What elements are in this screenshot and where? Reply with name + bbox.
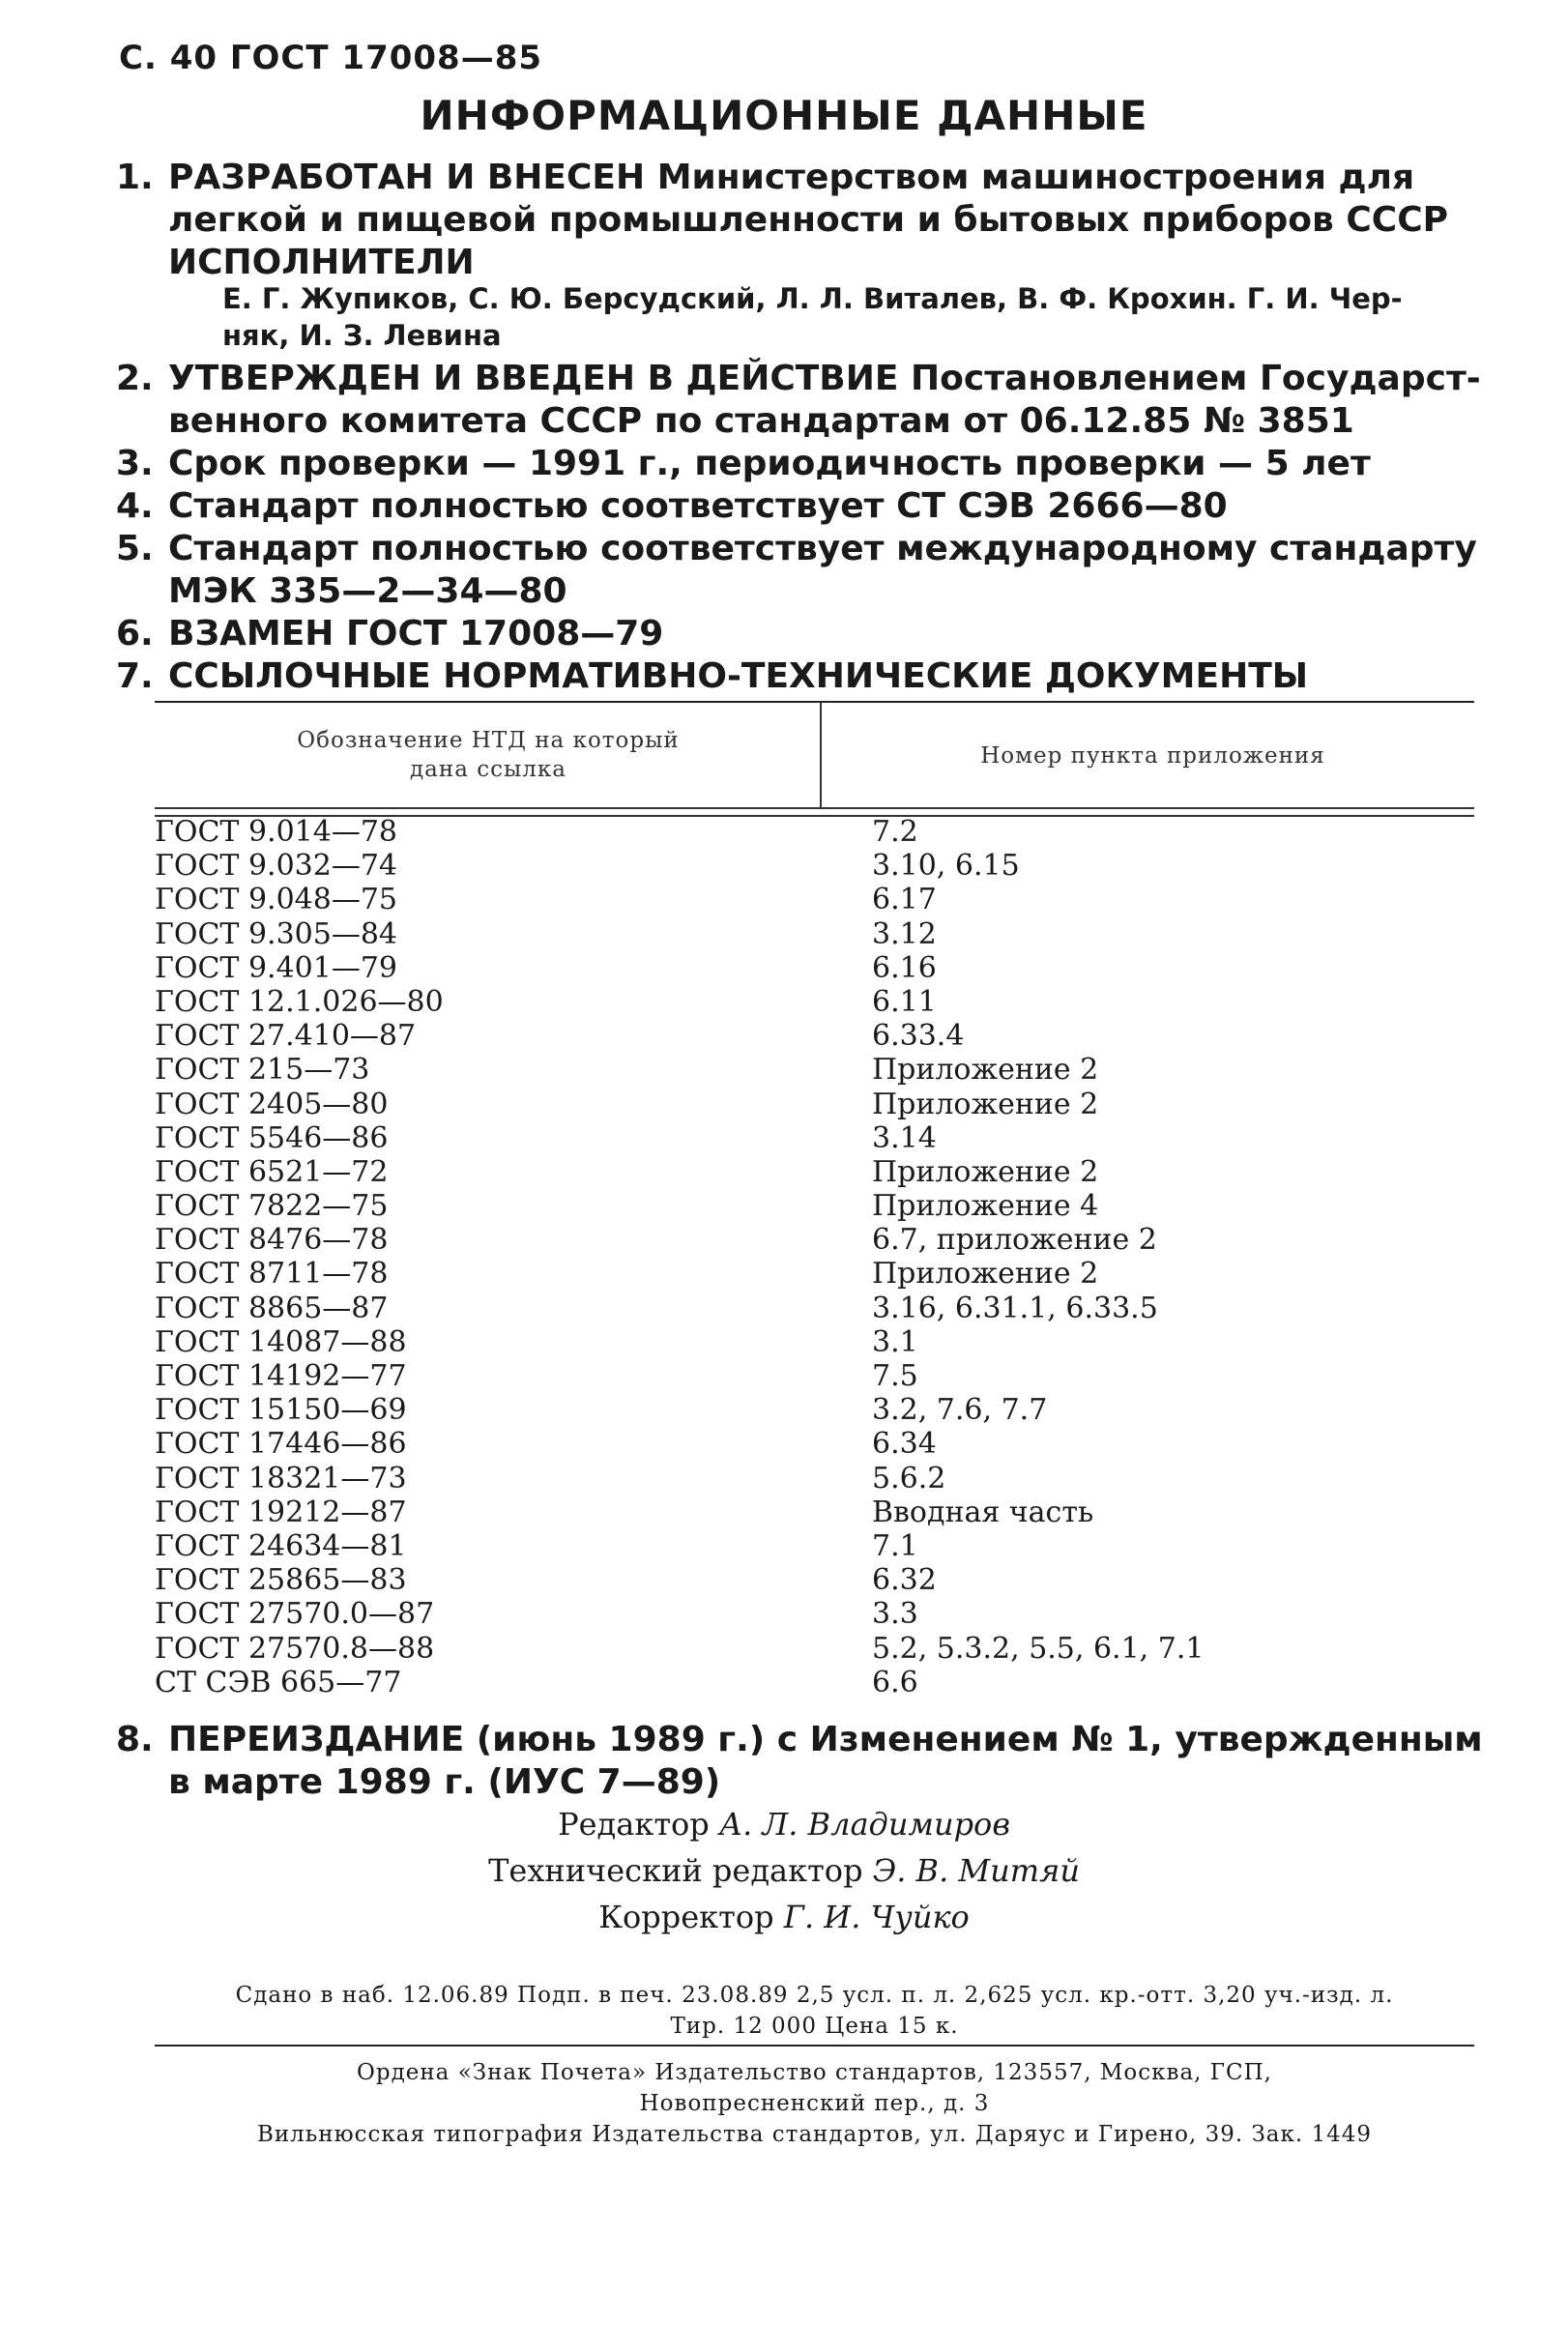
item-line: легкой и пищевой промышленности и бытовых приборов СССР	[168, 200, 1449, 240]
publisher-line: Вильнюсская типография Издательства стандартов, ул. Даряус и Гирено, 39. Зак. 1449	[256, 2122, 1373, 2147]
item-line: ССЫЛОЧНЫЕ НОРМАТИВНО-ТЕХНИЧЕСКИЕ ДОКУМЕНТЫ	[168, 656, 1309, 696]
table-row	[155, 1257, 1474, 1291]
cell-designation: ГОСТ 9.048—75	[155, 883, 398, 917]
table-row	[155, 1597, 1474, 1631]
table-row	[155, 1053, 1474, 1087]
table-row	[155, 1393, 1474, 1427]
cell-clause: Вводная часть	[872, 1495, 1094, 1529]
table-column-divider	[820, 703, 822, 807]
cell-clause: 6.17	[872, 883, 937, 917]
item-line: УТВЕРЖДЕН И ВВЕДЕН В ДЕЙСТВИЕ Постановлением Государст-	[168, 359, 1481, 398]
executors-line: Е. Г. Жупиков, С. Ю. Берсудский, Л. Л. Виталев, В. Ф. Крохин. Г. И. Чер-	[222, 282, 1403, 315]
cell-clause: 3.16, 6.31.1, 6.33.5	[872, 1291, 1158, 1325]
cell-designation: ГОСТ 25865—83	[155, 1563, 407, 1598]
cell-designation: ГОСТ 8711—78	[155, 1257, 389, 1292]
imprint-rule	[155, 2045, 1474, 2047]
item-line: венного комитета СССР по стандартам от 06.12.85 № 3851	[168, 401, 1354, 441]
table-row	[155, 1019, 1474, 1053]
reference-table	[155, 703, 1474, 1699]
table-row	[155, 1563, 1474, 1597]
item-number: 6.	[116, 614, 154, 653]
cell-clause: Приложение 2	[872, 1154, 1099, 1189]
credit-role: Корректор	[598, 1899, 774, 1935]
cell-clause: 7.2	[872, 815, 918, 849]
print-line: Сдано в наб. 12.06.89 Подп. в печ. 23.08.89 2,5 усл. п. л. 2,625 усл. кр.-отт. 3,20 уч.-изд. л.	[235, 1983, 1394, 2008]
cell-designation: ГОСТ 215—73	[155, 1053, 370, 1088]
table-row	[155, 815, 1474, 849]
credit-name: А. Л. Владимиров	[718, 1806, 1010, 1843]
table-row	[155, 883, 1474, 916]
table-row	[155, 1189, 1474, 1223]
cell-clause: Приложение 4	[872, 1189, 1099, 1224]
executors-line: няк, И. З. Левина	[222, 319, 502, 352]
table-row	[155, 1223, 1474, 1257]
credit-name: Э. В. Митяй	[872, 1852, 1080, 1889]
item-line: ВЗАМЕН ГОСТ 17008—79	[168, 614, 664, 653]
cell-clause: 5.6.2	[872, 1461, 946, 1495]
cell-designation: ГОСТ 6521—72	[155, 1154, 389, 1189]
cell-clause: 6.34	[872, 1427, 937, 1462]
cell-designation: ГОСТ 8476—78	[155, 1223, 389, 1258]
cell-clause: 6.7, приложение 2	[872, 1223, 1157, 1258]
credit-role: Технический редактор	[488, 1852, 863, 1889]
cell-clause: 3.1	[872, 1324, 918, 1359]
cell-clause: 5.2, 5.3.2, 5.5, 6.1, 7.1	[872, 1631, 1205, 1666]
table-row	[155, 951, 1474, 985]
item-number: 7.	[116, 656, 154, 696]
item-line: Стандарт полностью соответствует СТ СЭВ 2666—80	[168, 486, 1228, 526]
item-line: ПЕРЕИЗДАНИЕ (июнь 1989 г.) с Изменением № 1, утвержденным	[168, 1720, 1483, 1759]
publisher-line: Ордена «Знак Почета» Издательство стандартов, 123557, Москва, ГСП,	[357, 2060, 1272, 2085]
table-row	[155, 1088, 1474, 1121]
item-line: ИСПОЛНИТЕЛИ	[168, 243, 475, 282]
cell-clause: 3.12	[872, 916, 937, 951]
publisher-line: Новопресненский пер., д. 3	[639, 2091, 990, 2116]
table-row	[155, 1427, 1474, 1461]
table-row	[155, 1495, 1474, 1529]
cell-clause: 6.11	[872, 984, 937, 1019]
table-header-designation	[174, 726, 802, 784]
cell-clause: 3.2, 7.6, 7.7	[872, 1393, 1048, 1428]
header-line: дана ссылка	[410, 757, 566, 782]
table-row	[155, 1155, 1474, 1189]
cell-designation: ГОСТ 27570.8—88	[155, 1631, 435, 1666]
cell-designation: ГОСТ 19212—87	[155, 1495, 407, 1529]
print-details	[155, 1980, 1474, 2042]
cell-designation: ГОСТ 14087—88	[155, 1324, 407, 1359]
table-row	[155, 1666, 1474, 1699]
cell-clause: 3.3	[872, 1597, 918, 1632]
cell-designation: ГОСТ 9.014—78	[155, 815, 398, 849]
cell-clause: 7.1	[872, 1528, 918, 1563]
cell-designation: ГОСТ 17446—86	[155, 1427, 407, 1462]
cell-designation: СТ СЭВ 665—77	[155, 1665, 402, 1699]
header-line: Обозначение НТД на который	[297, 728, 680, 753]
cell-clause: 6.6	[872, 1665, 918, 1699]
item-number: 8.	[116, 1720, 154, 1759]
print-line: Тир. 12 000 Цена 15 к.	[670, 2014, 959, 2039]
table-row	[155, 849, 1474, 883]
publisher-details	[155, 2057, 1474, 2150]
cell-clause: 6.16	[872, 950, 937, 985]
cell-clause: 3.10, 6.15	[872, 849, 1020, 884]
cell-designation: ГОСТ 15150—69	[155, 1393, 407, 1428]
cell-clause: 7.5	[872, 1359, 918, 1393]
cell-designation: ГОСТ 7822—75	[155, 1189, 389, 1224]
table-row	[155, 985, 1474, 1019]
cell-clause: 3.14	[872, 1120, 937, 1155]
table-row	[155, 1292, 1474, 1325]
credit-editor	[0, 1806, 1568, 1843]
table-body	[155, 815, 1474, 1699]
cell-clause: Приложение 2	[872, 1053, 1099, 1088]
cell-designation: ГОСТ 27570.0—87	[155, 1597, 435, 1632]
credit-proofreader	[0, 1899, 1568, 1935]
credit-name: Г. И. Чуйко	[783, 1899, 970, 1935]
table-row	[155, 1359, 1474, 1393]
executors-list	[222, 280, 1479, 354]
cell-designation: ГОСТ 14192—77	[155, 1359, 407, 1393]
cell-designation: ГОСТ 9.032—74	[155, 849, 398, 884]
item-line: Срок проверки — 1991 г., периодичность проверки — 5 лет	[168, 444, 1371, 483]
cell-clause: 6.32	[872, 1563, 937, 1598]
item-line: МЭК 335—2—34—80	[168, 571, 567, 611]
cell-designation: ГОСТ 12.1.026—80	[155, 984, 444, 1019]
item-line: Стандарт полностью соответствует международному стандарту	[168, 529, 1477, 568]
cell-designation: ГОСТ 5546—86	[155, 1120, 389, 1155]
cell-designation: ГОСТ 8865—87	[155, 1291, 389, 1325]
table-row	[155, 1529, 1474, 1563]
document-title: ИНФОРМАЦИОННЫЕ ДАННЫЕ	[420, 92, 1148, 139]
cell-designation: ГОСТ 2405—80	[155, 1087, 389, 1121]
cell-designation: ГОСТ 24634—81	[155, 1528, 407, 1563]
cell-designation: ГОСТ 9.401—79	[155, 950, 398, 985]
table-row	[155, 917, 1474, 951]
item-number: 2.	[116, 359, 154, 398]
table-row	[155, 1121, 1474, 1155]
cell-clause: Приложение 2	[872, 1087, 1099, 1121]
cell-designation: ГОСТ 18321—73	[155, 1461, 407, 1495]
item-number: 3.	[116, 444, 154, 483]
credit-tech-editor	[0, 1852, 1568, 1889]
item-line: в марте 1989 г. (ИУС 7—89)	[168, 1762, 721, 1802]
credit-role: Редактор	[558, 1806, 710, 1843]
table-header-clause: Номер пункта приложения	[980, 743, 1325, 769]
table-row	[155, 1632, 1474, 1666]
cell-clause: Приложение 2	[872, 1257, 1099, 1292]
item-line: РАЗРАБОТАН И ВНЕСЕН Министерством машиностроения для	[168, 158, 1415, 197]
item-number: 1.	[116, 158, 154, 197]
item-number: 5.	[116, 529, 154, 568]
item-number: 4.	[116, 486, 154, 526]
cell-designation: ГОСТ 9.305—84	[155, 916, 398, 951]
cell-clause: 6.33.4	[872, 1019, 965, 1054]
cell-designation: ГОСТ 27.410—87	[155, 1019, 417, 1054]
page-header: С. 40 ГОСТ 17008—85	[119, 39, 543, 77]
table-row	[155, 1462, 1474, 1495]
table-row	[155, 1325, 1474, 1359]
